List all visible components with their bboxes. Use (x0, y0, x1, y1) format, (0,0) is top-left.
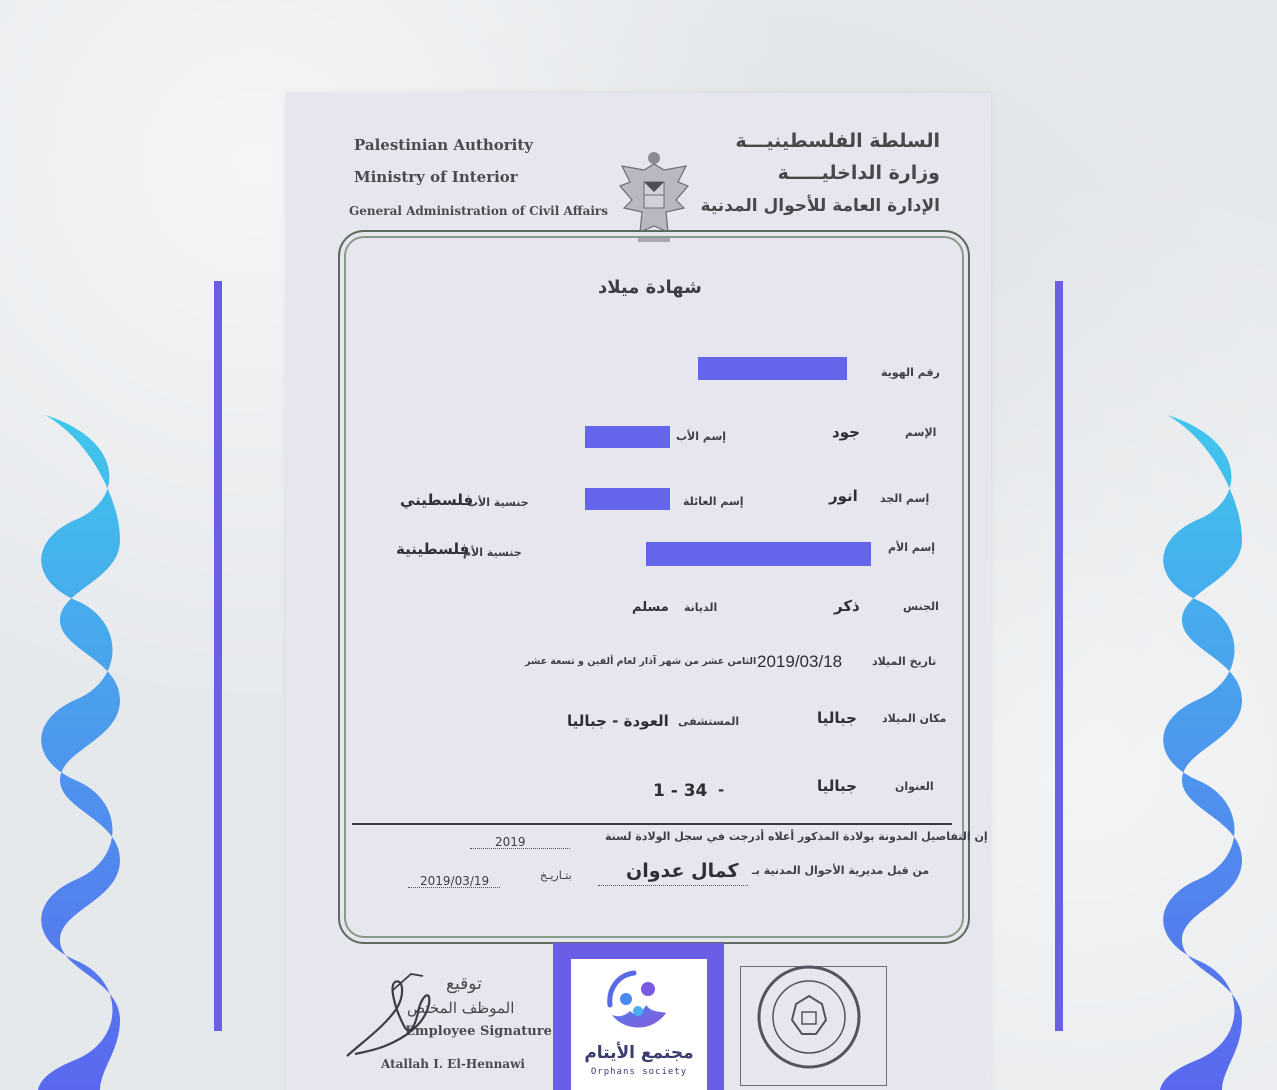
redacted-id-number (698, 357, 847, 380)
value-birth-place: جباليا (817, 709, 857, 727)
label-id-number: رقم الهوية (881, 366, 940, 379)
footer-officer-line (598, 885, 748, 886)
redacted-mother-name (646, 542, 871, 566)
label-father-nationality: جنسية الأب (467, 496, 529, 509)
footer-divider (352, 823, 952, 825)
right-accent-bar (1055, 281, 1063, 1031)
label-grandfather-name: إسم الجد (880, 492, 930, 505)
value-address-city: جباليا (817, 777, 857, 795)
logo-title-ar: مجتمع الأيتام (584, 1043, 694, 1063)
value-address-dash: - (718, 781, 725, 799)
official-stamp-icon (752, 960, 867, 1075)
value-birth-date: 2019/03/18 (757, 652, 843, 671)
value-address-block: 1 - 34 (653, 781, 708, 801)
label-family-name: إسم العائلة (683, 495, 744, 508)
label-gender: الجنس (903, 600, 939, 613)
signature-en-label: Employee Signature (405, 1024, 552, 1039)
redacted-family-name (585, 488, 670, 510)
signature-ar-officer: الموظف المختص (407, 999, 515, 1017)
signature-ar-sign: توقيع (446, 974, 482, 994)
value-hospital: العودة - جباليا (567, 712, 669, 730)
certificate-title: شهادة ميلاد (598, 277, 702, 298)
footer-statement: إن التفاصيل المدونة بولادة المذكور أعلاه أدرجت في سجل الولادة لسنة (605, 830, 988, 843)
left-wave-decoration (30, 410, 130, 1090)
label-religion: الديانة (684, 601, 718, 614)
value-gender: ذكر (834, 597, 860, 615)
orphans-society-logo-icon (604, 967, 674, 1039)
value-name: جود (832, 423, 860, 441)
value-birth-date-words: الثامن عشر من شهر آذار لعام ألفين و تسعة عشر (525, 656, 757, 667)
label-mother-name: إسم الأم (888, 541, 936, 554)
right-wave-decoration (1152, 410, 1252, 1090)
label-mother-nationality: جنسية الأم (463, 546, 522, 559)
redacted-father-name (585, 426, 670, 448)
orphans-society-logo (571, 959, 707, 1090)
header-en-authority: Palestinian Authority (354, 136, 533, 154)
header-en-ministry: Ministry of Interior (354, 168, 518, 186)
header-ar-civil-affairs: الإدارة العامة للأحوال المدنية (700, 196, 940, 216)
signature-name: Atallah I. El-Hennawi (381, 1057, 525, 1071)
header-ar-authority: السلطة الفلسطينيـــة (735, 130, 940, 152)
logo-title-en: Orphans society (590, 1067, 688, 1077)
value-religion: مسلم (632, 600, 669, 615)
label-name: الإسم (905, 426, 937, 439)
label-father-name: إسم الأب (676, 430, 727, 443)
footer-issue-date: 2019/03/19 (420, 874, 490, 888)
value-mother-nationality: فلسطينية (396, 540, 470, 558)
header-en-civil-affairs: General Administration of Civil Affairs (349, 204, 609, 218)
value-father-nationality: فلسطيني (400, 491, 474, 509)
value-grandfather-name: انور (829, 487, 858, 505)
footer-year: 2019 (495, 835, 526, 849)
left-accent-bar (214, 281, 222, 1031)
footer-date-line (408, 887, 500, 888)
label-birth-date: تاريخ الميلاد (872, 655, 937, 668)
footer-officer: كمال عدوان (626, 860, 739, 882)
label-birth-place: مكان الميلاد (882, 712, 947, 725)
footer-on-date-label: بتـاريـخ (540, 869, 572, 882)
label-hospital: المستشفى (678, 715, 740, 728)
handwritten-signature-icon (345, 968, 455, 1063)
label-address: العنوان (895, 780, 934, 793)
header-ar-ministry: وزارة الداخليـــــة (777, 162, 940, 184)
footer-by-directorate: من قبل مديرية الأحوال المدنية بـ (752, 864, 930, 877)
